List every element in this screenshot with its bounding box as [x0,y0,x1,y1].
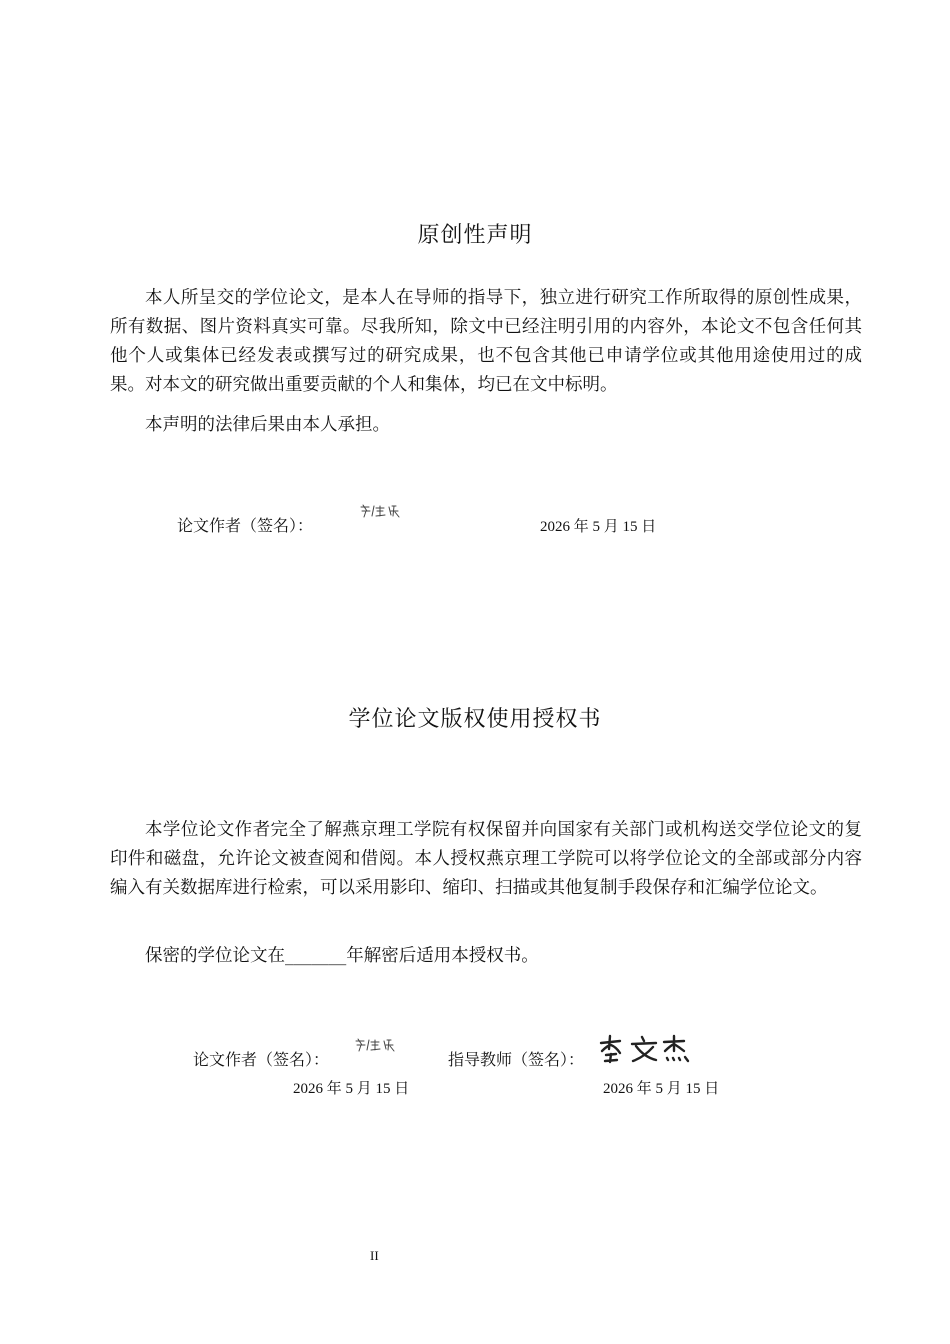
page-number: II [370,1248,379,1263]
advisor-signature-image [598,1033,698,1065]
legal-liability-statement: 本声明的法律后果由本人承担。 [145,415,390,435]
author-signature-label-2: 论文作者（签名）： [193,1050,330,1069]
copyright-authorization-body: 本学位论文作者完全了解燕京理工学院有权保留并向国家有关部门或机构送交学位论文的复印件和磁盘，允许论文被查阅和借阅。本人授权燕京理工学院可以将学位论文的全部或部分内容编入有关数据库进行检索，可以采用影印、缩印、扫描或其他复制手段保存和汇编学位论文。 [110,820,862,898]
confidentiality-statement: 保密的学位论文在_______年解密后适用本授权书。 [145,946,539,966]
author-signature-image [358,503,404,523]
author-signature-image-2 [353,1037,399,1057]
originality-declaration-title: 原创性声明 [417,223,533,248]
copyright-authorization-title: 学位论文版权使用授权书 [348,707,602,732]
author-signature-label: 论文作者（签名）： [177,516,314,535]
declaration-date: 2026 年 5 月 15 日 [540,519,657,535]
originality-declaration-body: 本人所呈交的学位论文，是本人在导师的指导下，独立进行研究工作所取得的原创性成果，所有数据、图片资料真实可靠。尽我所知，除文中已经注明引用的内容外，本论文不包含任何其他个人或集体已经发表或撰写过的研究成果，也不包含其他已申请学位或其他用途使用过的成果。对本文的研究做出重要贡献的个人和集体，均已在文中标明。 [110,288,862,395]
author-date-2: 2026 年 5 月 15 日 [293,1081,410,1097]
advisor-signature-label: 指导教师（签名）： [448,1050,585,1069]
advisor-date: 2026 年 5 月 15 日 [603,1081,720,1097]
